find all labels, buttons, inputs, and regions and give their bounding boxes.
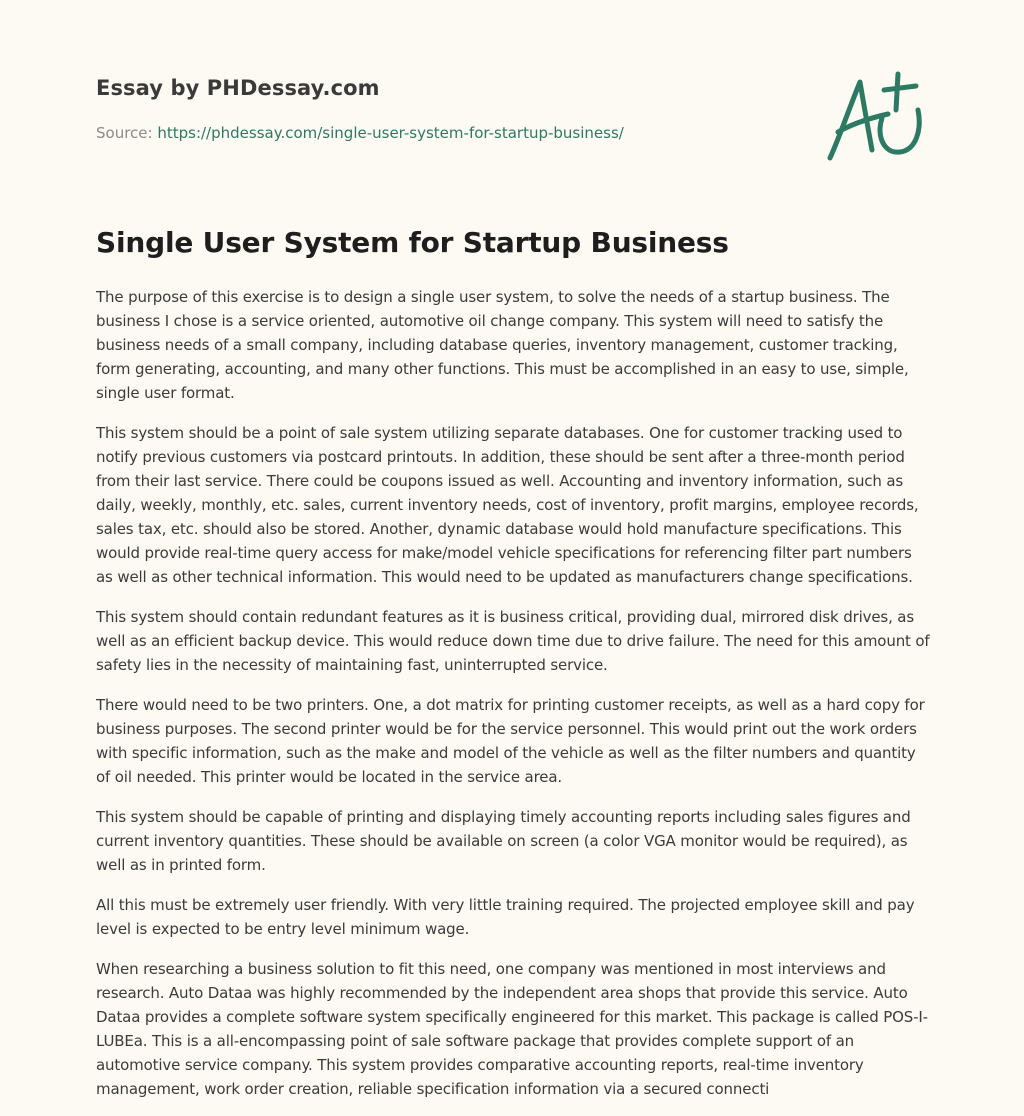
source-label: Source: (96, 124, 158, 142)
source-line (96, 124, 624, 142)
paragraph: The purpose of this exercise is to design a single user system, to solve the needs of a startup business. The business I chose is a service oriented, automotive oil change company. This system will need to satisfy the business needs of a small company, including database queries, inventory management, customer tracking, form generating, accounting, and many other functions. This must be accomplished in an easy to use, simple, single user format. (96, 288, 909, 402)
paragraph: There would need to be two printers. One, a dot matrix for printing customer receipts, as well as a hard copy for business purposes. The second printer would be for the service personnel. This would print out the work orders with specific information, such as the make and model of the vehicle as well as the filter numbers and quantity of oil needed. This printer would be located in the service area. (96, 696, 925, 786)
paragraph: When researching a business solution to fit this need, one company was mentioned in most interviews and research. Auto Dataa was highly recommended by the independent area shops that provide this service. Auto Dataa provides a complete software system specifically engineered for this market. This package is called POS-I-LUBEa. This is a all-encompassing point of sale software package that provides complete support of an automotive service company. This system provides comparative accounting reports, real-time inventory management, work order creation, reliable specification information via a secured connecti (96, 960, 928, 1098)
paragraph: This system should contain redundant features as it is business critical, providing dual, mirrored disk drives, as well as an efficient backup device. This would reduce down time due to drive failure. The need for this amount of safety lies in the necessity of maintaining fast, uninterrupted service. (96, 608, 930, 674)
essay-body (96, 285, 932, 1116)
paragraph: All this must be extremely user friendly. With very little training required. The projected employee skill and pay level is expected to be entry level minimum wage. (96, 896, 915, 938)
paragraph: This system should be a point of sale system utilizing separate databases. One for customer tracking used to notify previous customers via postcard printouts. In addition, these should be sent after a three-month period from their last service. There could be coupons issued as well. Accounting and inventory information, such as daily, weekly, monthly, etc. sales, current inventory needs, cost of inventory, profit margins, employee records, sales tax, etc. should also be stored. Another, dynamic database would hold manufacture specifications. This would provide real-time query access for make/model vehicle specifications for referencing filter part numbers as well as other technical information. This would need to be updated as manufacturers change specifications. (96, 424, 919, 586)
source-link[interactable]: https://phdessay.com/single-user-system-for-startup-business/ (157, 124, 624, 142)
paragraph: This system should be capable of printing and displaying timely accounting reports including sales figures and current inventory quantities. These should be available on screen (a color VGA monitor would be required), as well as in printed form. (96, 808, 911, 874)
essay-title: Single User System for Startup Business (96, 226, 729, 259)
a-plus-logo-icon (820, 66, 930, 166)
site-brand: Essay by PHDessay.com (96, 76, 380, 100)
